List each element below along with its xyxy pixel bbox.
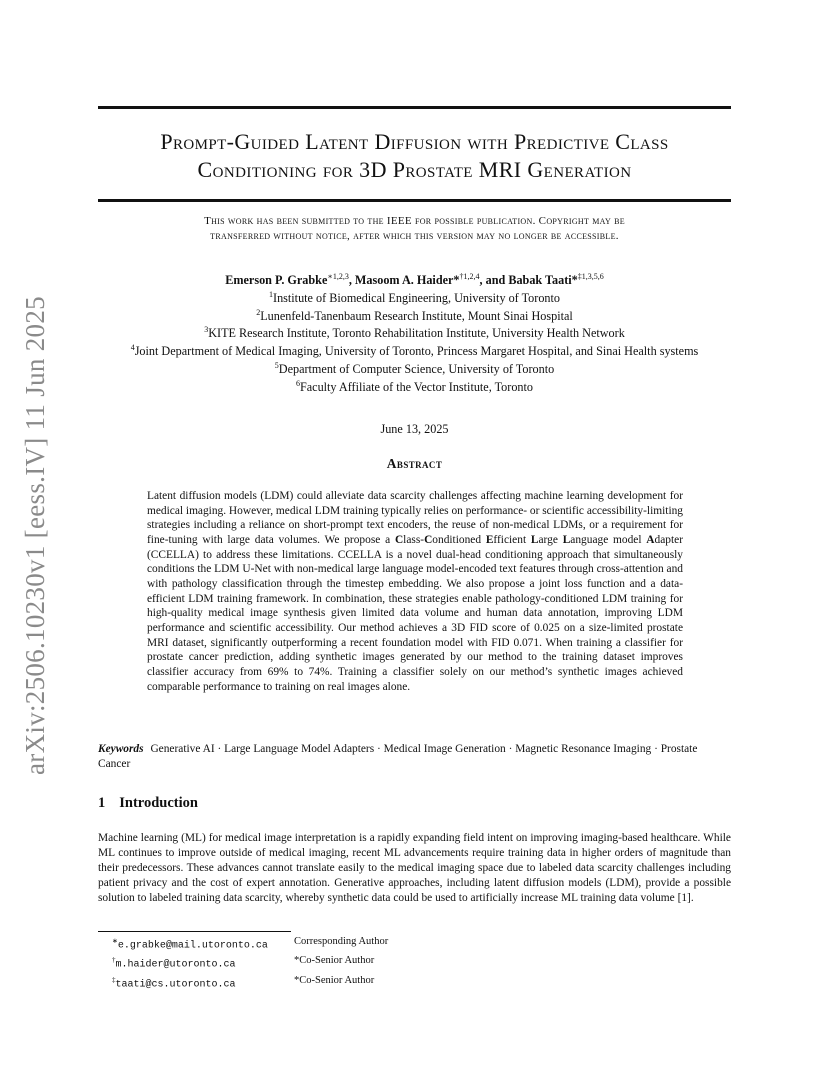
author-block xyxy=(98,270,731,394)
author-3-marks: ‡1,3,5,6 xyxy=(577,272,604,281)
acronym-rest: anguage model xyxy=(570,533,647,546)
email-address: taati@cs.utoronto.ca xyxy=(115,978,236,990)
affiliation xyxy=(98,377,731,395)
footnote-rule xyxy=(98,931,291,932)
submission-notice xyxy=(98,214,731,244)
affiliation-text: Faculty Affiliate of the Vector Institute, Toronto xyxy=(299,379,534,394)
keywords-label: Keywords xyxy=(98,743,144,755)
footnote-email xyxy=(112,934,294,953)
affiliation xyxy=(98,323,731,341)
title-rule-bottom xyxy=(98,199,731,202)
footnote-mark: ‡ xyxy=(112,975,116,984)
author-1: Emerson P. Grabke xyxy=(225,273,328,288)
affiliation-text: KITE Research Institute, Toronto Rehabilitation Institute, University Health Network xyxy=(208,326,625,341)
footnote-note: *Co-Senior Author xyxy=(294,955,375,967)
keywords-list: Generative AI · Large Language Model Adapters · Medical Image Generation · Magnetic Resonance Imaging · Prostate Cancer xyxy=(98,743,698,770)
affiliation-number: 4 xyxy=(130,343,135,353)
acronym-rest: onditioned xyxy=(432,533,486,546)
abstract-text-end: (CCELLA) to address these limitations. CCELLA is a novel dual-head conditioning approach that simultaneously conditions the LDM U-Net with non-medical large language model-encoded text features through cross-attention and with pathology classification through the timestep embedding. We also propose a joint loss function and a data-efficient LDM training framework. In combination, these strategies enable pathology-conditioned LDM training for high-quality medical image synthesis given limited data volume and human data annotation, improving LDM performance and scientific accessibility. Our method achieves a 3D FID score of 0.025 on a size-limited prostate MRI dataset, significantly outperforming a recent foundation model with FID 0.071. When training a classifier for prostate cancer prediction, adding synthetic images generated by our method to the training dataset improves classifier accuracy from 69% to 74%. Training a classifier solely on our method’s synthetic images achieved comparable performance to training on real images alone. xyxy=(147,548,683,693)
footnotes xyxy=(112,934,388,992)
email-address: e.grabke@mail.utoronto.ca xyxy=(117,940,268,952)
abstract-body xyxy=(147,489,683,694)
author-1-marks: ∗1,2,3 xyxy=(327,272,349,281)
section-number: 1 xyxy=(98,795,106,811)
footnote-email xyxy=(112,953,294,972)
affiliation-text: Institute of Biomedical Engineering, University of Toronto xyxy=(273,290,560,305)
notice-line-1: This work has been submitted to the IEEE for possible publication. Copyright may be xyxy=(204,215,625,227)
affiliation-text: Department of Computer Science, University of Toronto xyxy=(278,361,555,376)
affiliation-text: Joint Department of Medical Imaging, University of Toronto, Princess Margaret Hospital, and Sinai Health systems xyxy=(134,344,699,359)
publication-date: June 13, 2025 xyxy=(380,422,449,436)
affiliation-number: 6 xyxy=(295,378,300,388)
acronym-letter: A xyxy=(646,533,655,546)
footnote-mark: † xyxy=(112,956,116,965)
acronym-letter: C xyxy=(424,533,433,546)
author-2: Masoom A. Haider* xyxy=(354,273,460,288)
acronym-letter: L xyxy=(562,533,571,546)
footnote xyxy=(112,973,388,992)
section-title: Introduction xyxy=(119,795,198,811)
paper-title: Prompt-Guided Latent Diffusion with Predictive Class Conditioning for 3D Prostate MRI Generation xyxy=(160,129,669,182)
section-heading xyxy=(98,795,198,812)
footnote-email xyxy=(112,973,294,992)
affiliation xyxy=(98,288,731,306)
abstract-text-start: Latent diffusion models (LDM) could alleviate data scarcity challenges affecting machine learning development for medical imaging. However, medical LDM training typically relies on performance- or scientific accessibility-limiting strategies including a reliance on short-prompt text encoders, the reuse of non-medical LDMs, or a requirement for fine-tuning with large data volumes. We propose a xyxy=(147,490,683,546)
acronym-letter: L xyxy=(530,533,539,546)
author-separator-2: , and xyxy=(479,273,509,288)
keywords-block xyxy=(98,742,731,771)
acronym-rest: lass- xyxy=(403,533,425,546)
author-separator-1: , xyxy=(348,273,355,288)
acronym-letter: C xyxy=(394,533,404,546)
notice-line-2: transferred without notice, after which this version may no longer be accessible. xyxy=(210,230,619,242)
affiliation-number: 1 xyxy=(269,289,274,299)
email-address: m.haider@utoronto.ca xyxy=(115,959,236,971)
abstract-heading: Abstract xyxy=(386,456,443,471)
footnote xyxy=(112,953,388,972)
author-names xyxy=(98,270,731,288)
affiliation xyxy=(98,341,731,359)
acronym-letter: E xyxy=(485,533,494,546)
introduction-paragraph: Machine learning (ML) for medical image interpretation is a rapidly expanding field intent on improving imaging-based healthcare. While ML continues to improve outside of medical imaging, recent ML advancements require training data in higher orders of magnitude than their predecessors. These advances cannot translate easily to the medical imaging space due to labeled data scarcity challenges including patient privacy and the cost of expert annotation. Generative approaches, including latent diffusion models (LDM), provide a possible solution to labeled training data scarcity, whereby synthetic data could be used to artificially increase ML training data volume [1]. xyxy=(98,832,731,904)
arxiv-identifier: arXiv:2506.10230v1 [eess.IV] 11 Jun 2025 xyxy=(20,296,50,776)
footnote-note: *Co-Senior Author xyxy=(294,974,375,986)
affiliation xyxy=(98,359,731,377)
footnote-note: Corresponding Author xyxy=(294,936,389,947)
affiliation-number: 2 xyxy=(256,307,261,317)
footnote xyxy=(112,934,388,953)
title-rule-top xyxy=(98,106,731,109)
acronym-rest: fficient xyxy=(493,533,531,546)
affiliation-number: 5 xyxy=(274,360,279,370)
affiliation-text: Lunenfeld-Tanenbaum Research Institute, Mount Sinai Hospital xyxy=(260,308,573,323)
author-2-marks: †1,2,4 xyxy=(459,272,480,281)
acronym-rest: arge xyxy=(538,533,563,546)
acronym-rest: dapter xyxy=(654,533,683,546)
footnote-mark: ∗ xyxy=(112,937,118,945)
author-3: Babak Taati* xyxy=(508,273,578,288)
affiliation xyxy=(98,306,731,324)
affiliation-number: 3 xyxy=(204,325,209,335)
